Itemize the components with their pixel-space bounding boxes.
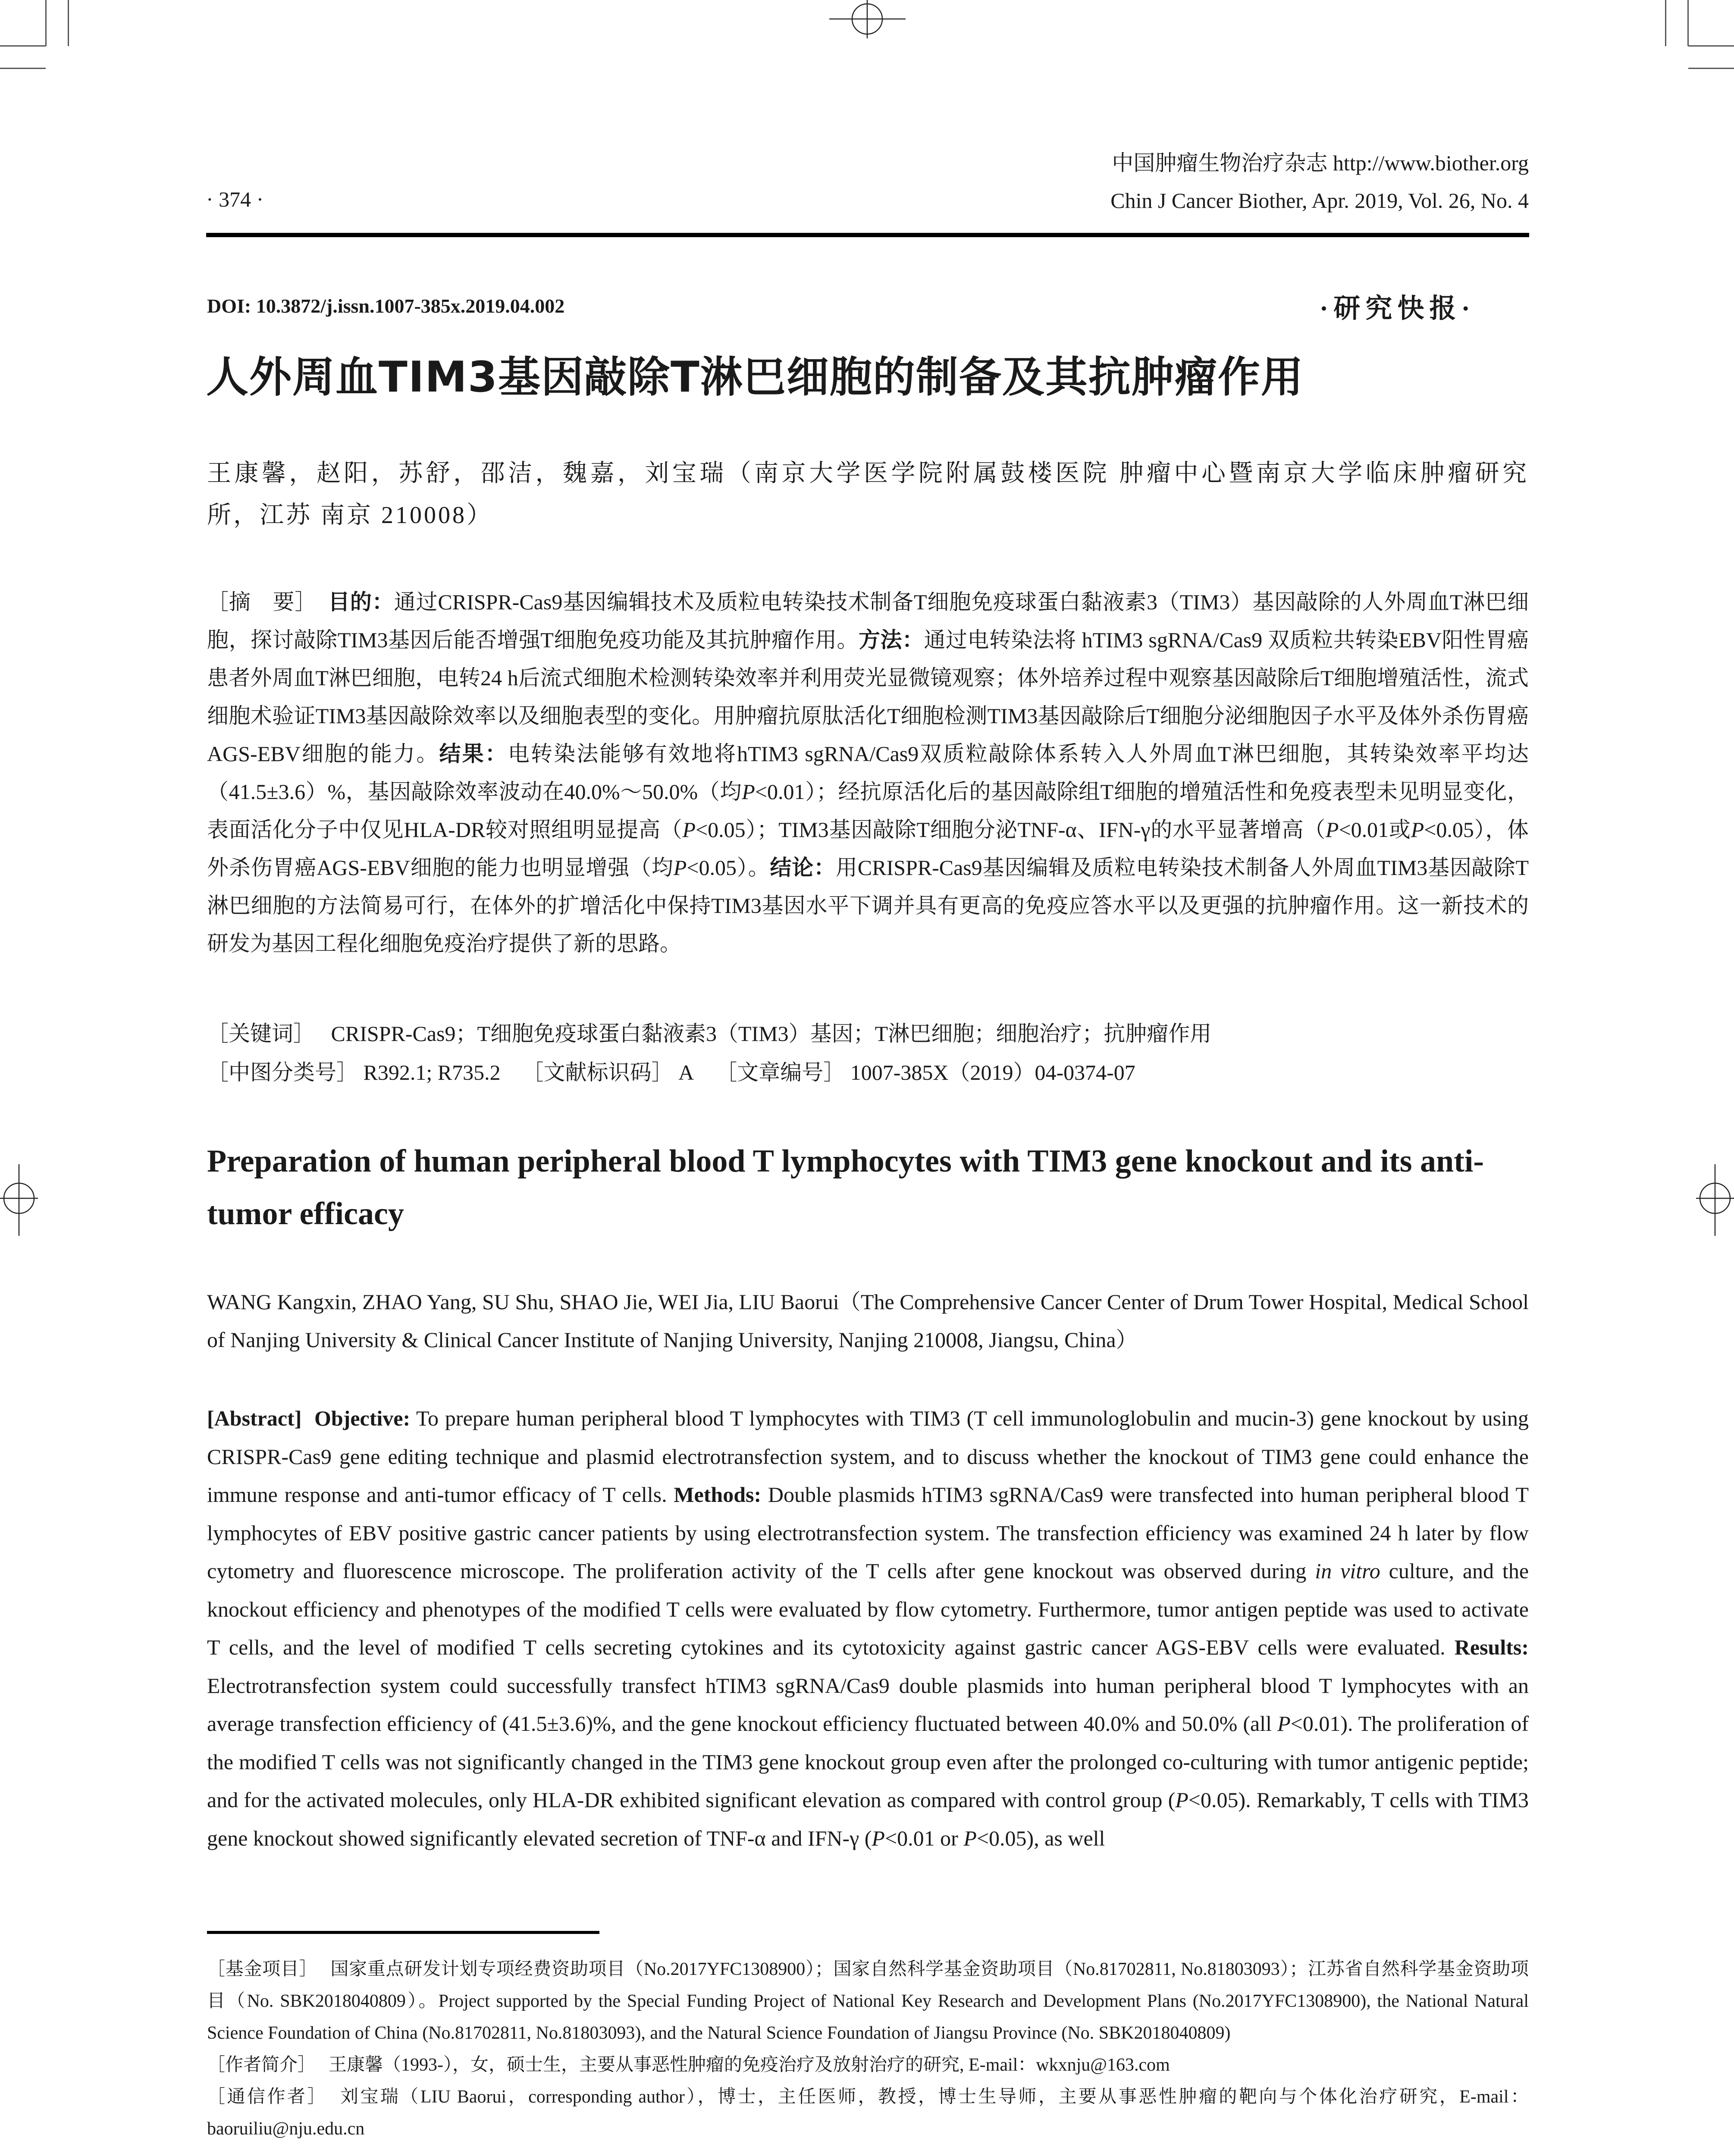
crop-mark xyxy=(1687,0,1689,46)
doi: DOI: 10.3872/j.issn.1007-385x.2019.04.002 xyxy=(207,295,565,317)
results-text: <0.01或 xyxy=(1339,818,1411,842)
p-symbol: P xyxy=(1411,818,1424,842)
keywords: CRISPR-Cas9；T细胞免疫球蛋白黏液素3（TIM3）基因；T淋巴细胞；细胞治疗；抗肿瘤作用 xyxy=(331,1022,1212,1046)
results-text: <0.05）；TIM3基因敲除T细胞分泌TNF-α、IFN-γ的水平显著增高（ xyxy=(695,818,1326,842)
corresponding-label: ［通信作者］ xyxy=(207,2087,327,2107)
article-no-label: ［文章编号］ xyxy=(715,1060,845,1084)
footnotes xyxy=(207,1953,1529,2145)
methods-text: culture, and the knockout efficiency and phenotypes of the modified T cells were evaluated by flow cytometry. Furthermore, tumor antigen peptide was used to activate T cells, and the level of modified T cells secreting cytokines and its cytotoxicity against gastric cancer AGS-EBV cells were evaluated. xyxy=(207,1559,1529,1659)
english-title: Preparation of human peripheral blood T lymphocytes with TIM3 gene knockout and its anti-tumor efficacy xyxy=(207,1144,1484,1232)
crop-mark xyxy=(1665,0,1666,46)
objective-text: 通过CRISPR-Cas9基因编辑技术及质粒电转染技术制备T细胞免疫球蛋白黏液素3（TIM3）基因敲除的人外周血T淋巴细胞，探讨敲除TIM3基因后能否增强T细胞免疫功能及其抗肿瘤作用。 xyxy=(207,590,1529,652)
p-symbol: P xyxy=(673,856,687,880)
results-label: 结果： xyxy=(439,741,508,766)
crop-mark xyxy=(68,0,69,46)
classification-line xyxy=(207,1053,1529,1092)
header-rule xyxy=(206,233,1529,237)
objective-label: 目的： xyxy=(328,589,394,614)
registration-mark-left xyxy=(0,1164,40,1238)
p-symbol: P xyxy=(872,1826,885,1850)
p-symbol: P xyxy=(1175,1788,1188,1812)
crop-mark xyxy=(0,45,46,47)
objective-label: Objective: xyxy=(314,1406,411,1430)
p-symbol: P xyxy=(682,818,696,842)
clc-value: R392.1; R735.2 xyxy=(363,1060,501,1084)
p-symbol: P xyxy=(742,780,755,804)
results-text: <0.01). The proliferation of the modified T cells was not significantly changed in the TIM3 gene knockout group even after the prolonged co-culturing with tumor antigenic peptide; and for the activated molecules, only HLA-DR exhibited significant elevation as compared with control group ( xyxy=(207,1711,1529,1812)
registration-mark-right xyxy=(1694,1164,1734,1238)
journal-citation: Chin J Cancer Biother, Apr. 2019, Vol. 26, No. 4 xyxy=(1110,188,1529,213)
methods-text: Double plasmids hTIM3 sgRNA/Cas9 were transfected into human peripheral blood T lymphocytes of EBV positive gastric cancer patients by using electrotransfection system. The transfection efficiency was examined 24 h later by flow cytometry and fluorescence microscope. The proliferation activity of the T cells after gene knockout was observed during xyxy=(207,1482,1529,1583)
chinese-authors-affiliation: 王康馨，赵阳，苏舒，邵洁，魏嘉，刘宝瑞（南京大学医学院附属鼓楼医院 肿瘤中心暨南京大学临床肿瘤研究所，江苏 南京 210008） xyxy=(207,460,1529,529)
results-text: <0.05），体外杀伤胃癌AGS-EBV细胞的能力也明显增强（均 xyxy=(207,818,1529,880)
page-number: · 374 · xyxy=(206,187,264,211)
results-text: <0.05). Remarkably, T cells with TIM3 gene knockout showed significantly elevated secretion of TNF-α and IFN-γ ( xyxy=(207,1788,1529,1850)
p-symbol: P xyxy=(1277,1711,1291,1736)
crop-mark xyxy=(0,68,46,69)
results-text: 电转染法能够有效地将hTIM3 sgRNA/Cas9双质粒敲除体系转入人外周血T淋巴细胞，其转染效率平均达（41.5±3.6）%，基因敲除效率波动在40.0%～50.0%（均 xyxy=(207,742,1529,804)
abstract-label: [Abstract] xyxy=(207,1406,302,1430)
abstract-label: ［摘 要］ xyxy=(207,590,317,614)
methods-label: 方法： xyxy=(858,627,924,652)
results-text: <0.01）；经抗原活化后的基因敲除组T细胞的增殖活性和免疫表型未见明显变化，表面活化分子中仅见HLA-DR较对照组明显提高（ xyxy=(207,780,1529,842)
footnote-rule xyxy=(207,1931,599,1934)
conclusion-text: 用CRISPR-Cas9基因编辑及质粒电转染技术制备人外周血TIM3基因敲除T淋巴细胞的方法简易可行，在体外的扩增活化中保持TIM3基因水平下调并具有更高的免疫应答水平以及更强的抗肿瘤作用。这一新技术的研发为基因工程化细胞免疫治疗提供了新的思路。 xyxy=(207,856,1529,956)
author-bio-note xyxy=(207,2049,1529,2081)
objective-text: To prepare human peripheral blood T lymphocytes with TIM3 (T cell immunologlobulin and mucin-3) gene knockout by using CRISPR-Cas9 gene editing technique and plasmid electrotransfection system, and to discuss whether the knockout of TIM3 gene could enhance the immune response and anti-tumor efficacy of T cells. xyxy=(207,1406,1529,1507)
corresponding-text: 刘宝瑞（LIU Baorui，corresponding author），博士，主任医师，教授，博士生导师，主要从事恶性肿瘤的靶向与个体化治疗研究，E-mail：baoruiliu@nju.edu.cn xyxy=(207,2087,1529,2139)
methods-text: 通过电转染法将 hTIM3 sgRNA/Cas9 双质粒共转染EBV阳性胃癌患者外周血T淋巴细胞，电转24 h后流式细胞术检测转染效率并利用荧光显微镜观察；体外培养过程中观察基因敲除后T细胞增殖活性，流式细胞术验证TIM3基因敲除效率以及细胞表型的变化。用肿瘤抗原肽活化T细胞检测TIM3基因敲除后T细胞分泌细胞因子水平及体外杀伤胃癌AGS-EBV细胞的能力。 xyxy=(207,628,1529,766)
fund-text: 国家重点研发计划专项经费资助项目（No.2017YFC1308900）；国家自然科学基金资助项目（No.81702811, No.81803093）；江苏省自然科学基金资助项目（No. SBK2018040809）。Project supported by the Special Funding Project of National Key Research and Development Plans (No.2017YFC1308900), the National Natural Science Foundation of China (No.81702811, No.81803093), and the Natural Science Foundation of Jiangsu Province (No. SBK2018040809) xyxy=(207,1959,1529,2043)
chinese-abstract xyxy=(207,583,1529,962)
column-tag: ·研究快报· xyxy=(1319,294,1475,323)
chinese-title: 人外周血TIM3基因敲除T淋巴细胞的制备及其抗肿瘤作用 xyxy=(206,353,1304,402)
results-text: <0.05), as well xyxy=(976,1826,1105,1850)
conclusion-label: 结论： xyxy=(770,855,836,880)
p-symbol: P xyxy=(1325,818,1339,842)
crop-mark xyxy=(45,0,47,46)
in-vitro-italic: in vitro xyxy=(1315,1559,1380,1583)
author-bio-label: ［作者简介］ xyxy=(207,2055,316,2075)
p-symbol: P xyxy=(963,1826,977,1850)
doc-code-label: ［文献标识码］ xyxy=(522,1060,673,1084)
clc-label: ［中图分类号］ xyxy=(207,1060,358,1084)
journal-name-url: 中国肿瘤生物治疗杂志 http://www.biother.org xyxy=(1112,151,1529,175)
results-text: <0.01 or xyxy=(884,1826,958,1850)
doc-code-value: A xyxy=(678,1060,694,1084)
registration-mark-top xyxy=(828,0,910,39)
corresponding-note xyxy=(207,2081,1529,2145)
fund-note xyxy=(207,1953,1529,2049)
fund-label: ［基金项目］ xyxy=(207,1959,318,1979)
crop-mark xyxy=(1688,68,1734,69)
author-bio-text: 王康馨（1993-），女，硕士生，主要从事恶性肿瘤的免疫治疗及放射治疗的研究, E-mail：wkxnju@163.com xyxy=(329,2055,1170,2075)
results-label: Results: xyxy=(1454,1635,1529,1659)
results-text: <0.05）。 xyxy=(687,856,770,880)
article-no-value: 1007-385X（2019）04-0374-07 xyxy=(850,1060,1135,1084)
english-abstract xyxy=(207,1399,1529,1857)
methods-label: Methods: xyxy=(674,1482,762,1507)
keywords-label: ［关键词］ xyxy=(207,1022,315,1046)
english-authors-affiliation: WANG Kangxin, ZHAO Yang, SU Shu, SHAO Jie, WEI Jia, LIU Baorui（The Comprehensive Cancer Center of Drum Tower Hospital, Medical School of Nanjing University & Clinical Cancer Institute of Nanjing University, Nanjing 210008, Jiangsu, China） xyxy=(207,1290,1529,1352)
results-text: Electrotransfection system could successfully transfect hTIM3 sgRNA/Cas9 double plasmids into human peripheral blood T lymphocytes with an average transfection efficiency of (41.5±3.6)%, and the gene knockout efficiency fluctuated between 40.0% and 50.0% (all xyxy=(207,1673,1529,1736)
keywords-line xyxy=(207,1014,1529,1053)
crop-mark xyxy=(1688,45,1734,47)
